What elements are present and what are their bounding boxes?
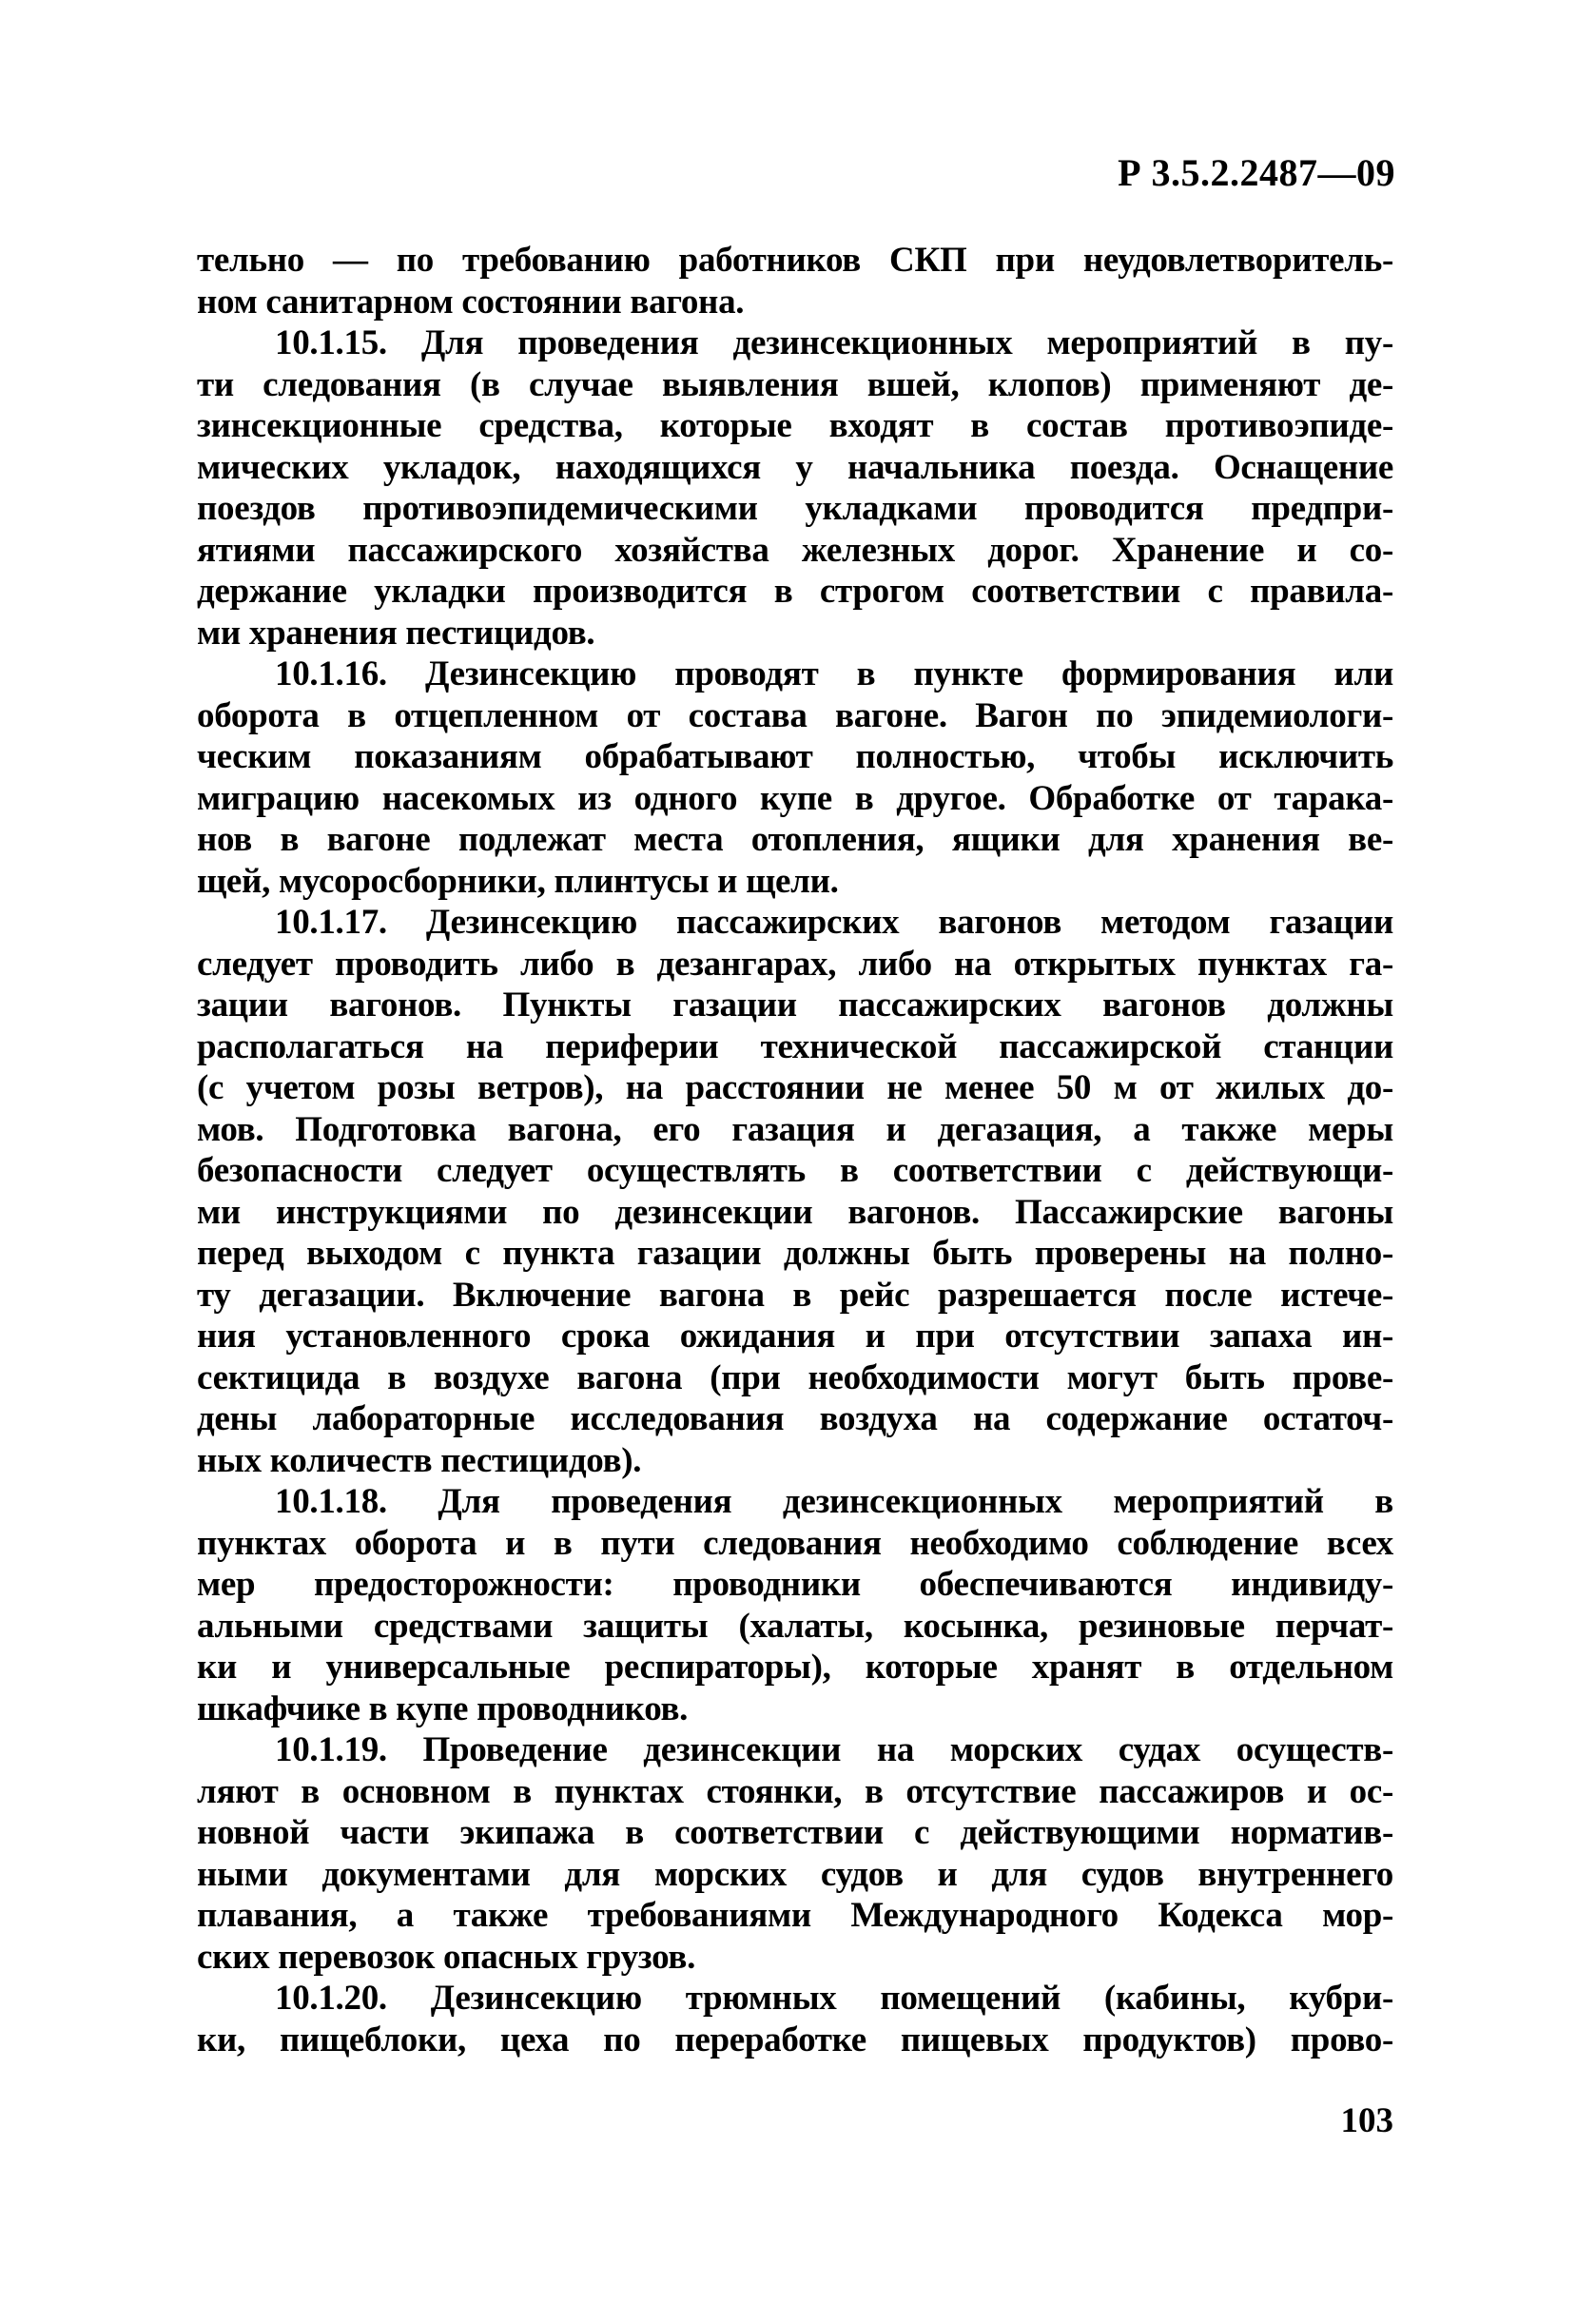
text-line: зации вагонов. Пункты газации пассажирских вагонов должны — [197, 986, 1393, 1025]
text-line: (с учетом розы ветров), на расстоянии не менее 50 м от жилых до- — [197, 1068, 1393, 1107]
text-line: мер предосторожности: проводники обеспечиваются индивиду- — [197, 1565, 1393, 1604]
text-line: шкафчике в купе проводников. — [197, 1688, 689, 1728]
text-line: мов. Подготовка вагона, его газация и дегазация, а также меры — [197, 1109, 1393, 1149]
text-line: 10.1.16. Дезинсекцию проводят в пункте формирования или — [275, 654, 1393, 693]
text-line: ских перевозок опасных грузов. — [197, 1937, 696, 1977]
text-line: ных количеств пестицидов). — [197, 1440, 642, 1480]
text-line: ти следования (в случае выявления вшей, клопов) применяют де- — [197, 364, 1393, 404]
text-line: мических укладок, находящихся у начальника поезда. Оснащение — [197, 447, 1393, 487]
text-line: ми инструкциями по дезинсекции вагонов. Пассажирские вагоны — [197, 1192, 1393, 1232]
text-line: плавания, а также требованиями Международного Кодекса мор- — [197, 1896, 1393, 1935]
text-line: новной части экипажа в соответствии с действующими норматив- — [197, 1813, 1393, 1852]
text-line: альными средствами защиты (халаты, косынка, резиновые перчат- — [197, 1606, 1393, 1646]
text-line: ляют в основном в пунктах стоянки, в отсутствие пассажиров и ос- — [197, 1771, 1393, 1811]
text-line: ки и универсальные респираторы), которые хранят в отдельном — [197, 1648, 1393, 1687]
document-body — [197, 240, 1393, 2060]
text-line: щей, мусоросборники, плинтусы и щели. — [197, 861, 839, 901]
text-line: пунктах оборота и в пути следования необходимо соблюдение всех — [197, 1523, 1393, 1563]
text-line: 10.1.18. Для проведения дезинсекционных мероприятий в — [275, 1482, 1393, 1521]
document-code-header: Р 3.5.2.2487—09 — [1118, 151, 1395, 194]
text-line: поездов противоэпидемическими укладками проводится предпри- — [197, 489, 1393, 528]
text-line: ния установленного срока ожидания и при отсутствии запаха ин- — [197, 1317, 1393, 1356]
text-line: 10.1.20. Дезинсекцию трюмных помещений (кабины, кубри- — [275, 1979, 1393, 2018]
text-line: дены лабораторные исследования воздуха на содержание остаточ- — [197, 1399, 1393, 1438]
text-line: перед выходом с пункта газации должны быть проверены на полно- — [197, 1234, 1393, 1273]
text-line: 10.1.15. Для проведения дезинсекционных мероприятий в пу- — [275, 323, 1393, 362]
text-line: располагаться на периферии технической пассажирской станции — [197, 1026, 1393, 1066]
text-line: миграцию насекомых из одного купе в другое. Обработке от тарака- — [197, 778, 1393, 818]
text-line: держание укладки производится в строгом соответствии с правила- — [197, 572, 1393, 611]
text-line: ту дегазации. Включение вагона в рейс разрешается после истече- — [197, 1275, 1393, 1315]
text-line: сектицида в воздухе вагона (при необходимости могут быть прове- — [197, 1357, 1393, 1397]
text-line: нов в вагоне подлежат места отопления, ящики для хранения ве- — [197, 820, 1393, 859]
text-line: зинсекционные средства, которые входят в состав противоэпиде- — [197, 406, 1393, 445]
text-line: ном санитарном состоянии вагона. — [197, 282, 745, 322]
text-line: тельно — по требованию работников СКП при неудовлетворитель- — [197, 241, 1393, 280]
page-number: 103 — [1340, 2101, 1393, 2140]
text-line: ми хранения пестицидов. — [197, 613, 595, 653]
text-line: ческим показаниям обрабатывают полностью, чтобы исключить — [197, 737, 1393, 776]
text-line: следует проводить либо в дезангарах, либо на открытых пунктах га- — [197, 944, 1393, 984]
text-line: 10.1.17. Дезинсекцию пассажирских вагонов методом газации — [275, 903, 1393, 942]
text-line: ки, пищеблоки, цеха по переработке пищевых продуктов) прово- — [197, 2020, 1393, 2059]
text-line: 10.1.19. Проведение дезинсекции на морских судах осуществ- — [275, 1730, 1393, 1769]
text-line: безопасности следует осуществлять в соответствии с действующи- — [197, 1151, 1393, 1190]
text-line: ятиями пассажирского хозяйства железных дорог. Хранение и со- — [197, 530, 1393, 570]
text-line: ными документами для морских судов и для судов внутреннего — [197, 1854, 1393, 1894]
text-line: оборота в отцепленном от состава вагоне. Вагон по эпидемиологи- — [197, 695, 1393, 735]
